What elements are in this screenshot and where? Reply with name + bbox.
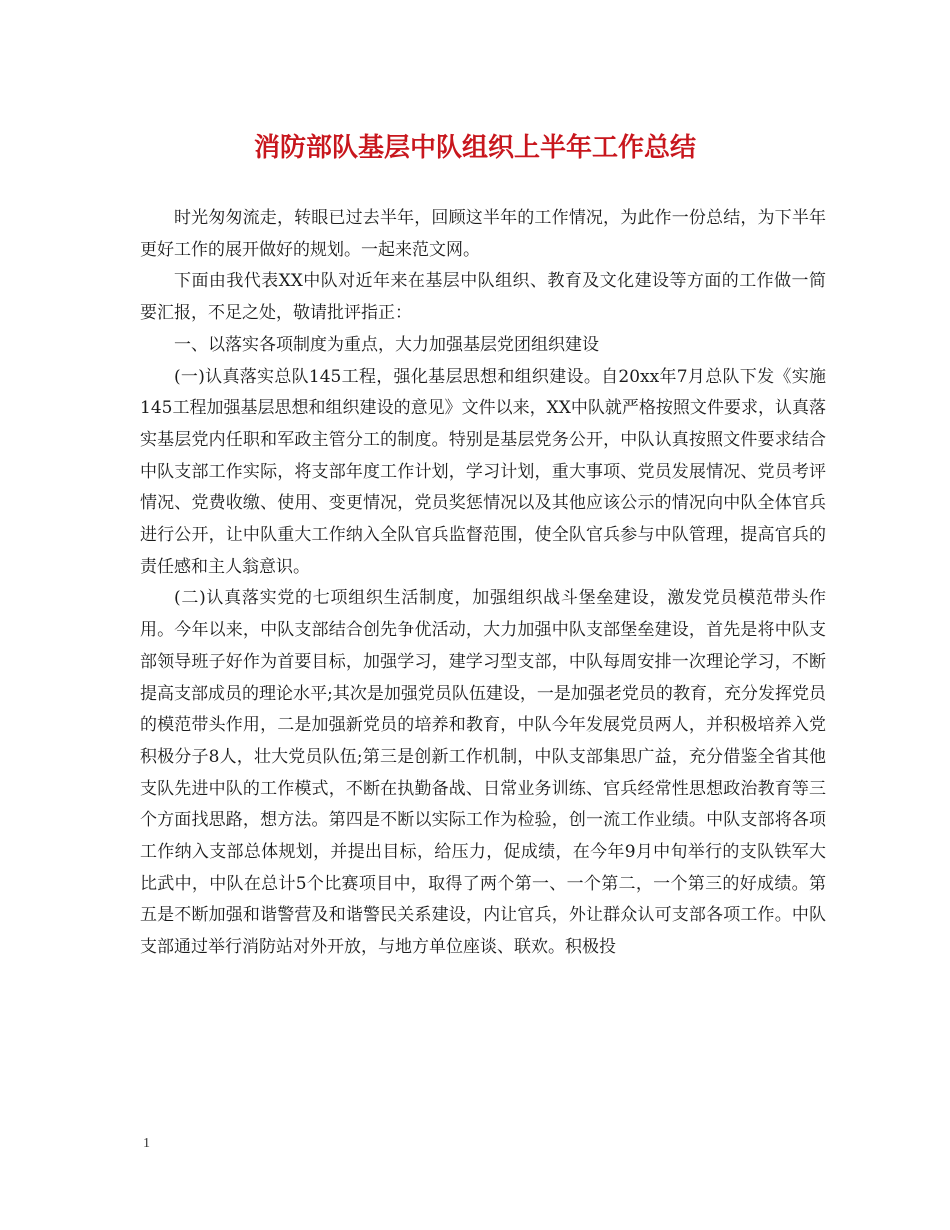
paragraph-intro: 时光匆匆流走，转眼已过去半年，回顾这半年的工作情况，为此作一份总结，为下半年更好工作的展开做好的规划。一起来范文网。 [140,208,826,260]
section-heading-1: 一、以落实各项制度为重点，大力加强基层党团组织建设 [174,334,599,355]
paragraph-report-intro: 下面由我代表XX中队对近年来在基层中队组织、教育及文化建设等方面的工作做一简要汇报，不足之处，敬请批评指正： [140,271,826,324]
document-title: 消防部队基层中队组织上半年工作总结 [253,133,696,163]
paragraph-section-1-2: (二)认真落实党的七项组织生活制度，加强组织战斗堡垒建设，激发党员模范带头作用。今年以来，中队支部结合创先争优活动，大力加强中队支部堡垒建设，首先是将中队支部领导班子好作为首要目标，加强学习，建学习型支部，中队每周安排一次理论学习，不断提高支部成员的理论水平;其次是加强党员队伍建设，一是加强老党员的教育，充分发挥党员的模范带头作用，二是加强新党员的培养和教育，中队今年发展党员两人，并积极培养入党积极分子8人，壮大党员队伍;第三是创新工作机制，中队支部集思广益，充分借鉴全省其他支队先进中队的工作模式，不断在执勤备战、日常业务训练、官兵经常性思想政治教育等三个方面找思路，想方法。第四是不断以实际工作为检验，创一流工作业绩。中队支部将各项工作纳入支部总体规划，并提出目标，给压力，促成绩，在今年9月中旬举行的支队铁军大比武中，中队在总计5个比赛项目中，取得了两个第一、一个第二，一个第三的好成绩。第五是不断加强和谐警营及和谐警民关系建设，内让官兵，外让群众认可支部各项工作。中队支部通过举行消防站对外开放，与地方单位座谈、联欢。积极投 [140,588,826,958]
paragraph-section-1-1: (一)认真落实总队145工程，强化基层思想和组织建设。自20xx年7月总队下发《实施145工程加强基层思想和组织建设的意见》文件以来，XX中队就严格按照文件要求，认真落实基层党内任职和军政主管分工的制度。特别是基层党务公开，中队认真按照文件要求结合中队支部工作实际，将支部年度工作计划，学习计划，重大事项、党员发展情况、党员考评情况、党费收缴、使用、变更情况，党员奖惩情况以及其他应该公示的情况向中队全体官兵进行公开，让中队重大工作纳入全队官兵监督范围，使全队官兵参与中队管理，提高官兵的责任感和主人翁意识。 [140,366,826,577]
page-number: 1 [143,1136,150,1151]
document-body [140,203,826,964]
